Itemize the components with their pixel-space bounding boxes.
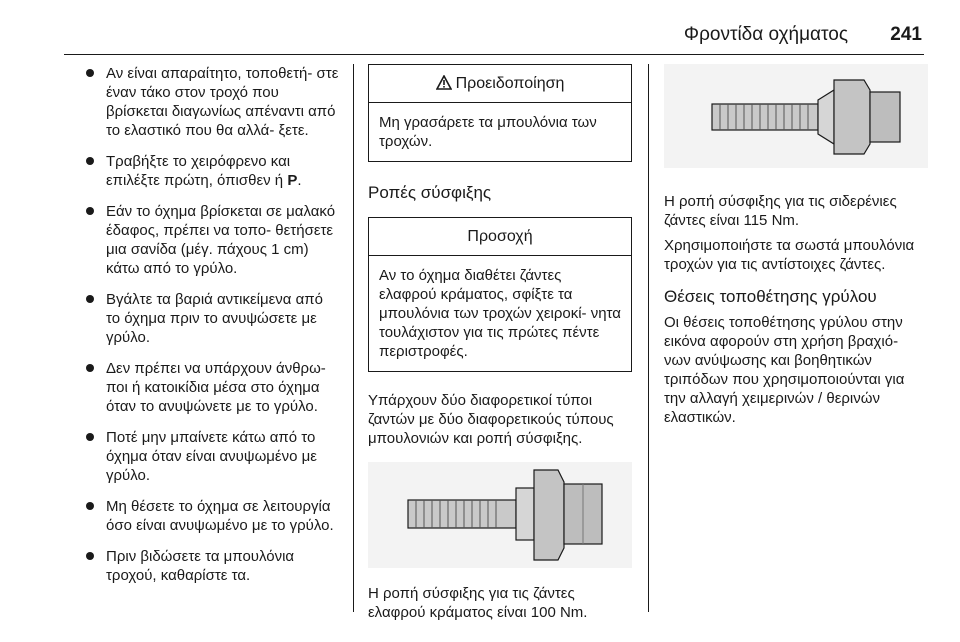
column-1 <box>82 64 340 597</box>
caution-body: Αν το όχημα διαθέτει ζάντες ελαφρού κράματος, σφίξτε τα μπουλόνια των τροχών χειροκί‐ νητα τουλάχιστον για τις πρώτες πέντε περιστροφές. <box>379 267 621 360</box>
bullet-icon <box>86 502 94 510</box>
header-rule <box>64 54 924 55</box>
section-title-jack-positions: Θέσεις τοποθέτησης γρύλου <box>664 287 877 306</box>
list-item: Βγάλτε τα βαριά αντικείμενα από το όχημα πριν το ανυψώσετε με γρύλο. <box>82 290 340 347</box>
list-item: Ποτέ μην μπαίνετε κάτω από το όχημα όταν είναι ανυψωμένο με γρύλο. <box>82 428 340 485</box>
jack-positions-body: Οι θέσεις τοποθέτησης γρύλου στην εικόνα αφορούν στη χρήση βραχιό‐ νων ανύψωσης και βοηθητικών τριπόδων που χρησιμοποιούνται για την αλλαγή χειμερινών / θερινών ελαστικών. <box>664 314 905 426</box>
section-title-torques: Ροπές σύσφιξης <box>368 183 492 202</box>
list-item: Δεν πρέπει να υπάρχουν άνθρω‐ ποι ή κατοικίδια μέσα στο όχημα όταν το ανυψώνετε με το γρύλο. <box>82 359 340 416</box>
caution-box-header: Προσοχή <box>369 218 631 256</box>
warning-body: Μη γρασάρετε τα μπουλόνια των τροχών. <box>379 114 597 150</box>
page-title: Φροντίδα οχήματος <box>683 24 848 45</box>
bullet-icon <box>86 552 94 560</box>
list-item: Εάν το όχημα βρίσκεται σε μαλακό έδαφος, πρέπει να τοπο‐ θετήσετε μια σανίδα (μέγ. πάχους 1 cm) κάτω από το γρύλο. <box>82 202 340 278</box>
warning-title: Προειδοποίηση <box>455 75 565 92</box>
bullet-icon <box>86 207 94 215</box>
list-item: Πριν βιδώσετε τα μπουλόνια τροχού, καθαρίστε τα. <box>82 547 340 585</box>
wheel-types-intro: Υπάρχουν δύο διαφορετικοί τύποι ζαντών με δύο διαφορετικούς τύπους μπουλονιών και ροπή σύσφιξης. <box>368 392 614 447</box>
alloy-wheel-bolt-image <box>368 462 632 568</box>
page-number: 241 <box>890 24 922 45</box>
correct-bolts-note: Χρησιμοποιήστε τα σωστά μπουλόνια τροχών για τις αντίστοιχες ζάντες. <box>664 237 915 273</box>
caution-box <box>368 217 632 372</box>
page-header <box>0 0 960 58</box>
warning-box <box>368 64 632 162</box>
column-divider-1 <box>353 64 354 612</box>
steel-torque-caption: Η ροπή σύσφιξης για τις σιδερένιες ζάντες είναι 115 Nm. <box>664 193 897 229</box>
bullet-icon <box>86 364 94 372</box>
safety-bullet-list <box>82 64 340 585</box>
steel-bolt-illustration <box>664 64 928 168</box>
column-2 <box>368 64 632 622</box>
column-divider-2 <box>648 64 649 612</box>
list-item: Τραβήξτε το χειρόφρενο και επιλέξτε πρώτη, όπισθεν ή P. <box>82 152 340 190</box>
list-item: Αν είναι απαραίτητο, τοποθετή‐ στε έναν τάκο στον τροχό που βρίσκεται διαγωνίως απέναντι από το ελαστικό που θα αλλά‐ ξετε. <box>82 64 340 140</box>
list-item: Μη θέσετε το όχημα σε λειτουργία όσο είναι ανυψωμένο με το γρύλο. <box>82 497 340 535</box>
bullet-icon <box>86 69 94 77</box>
alloy-bolt-illustration <box>368 462 632 568</box>
bullet-icon <box>86 157 94 165</box>
bullet-icon <box>86 295 94 303</box>
bullet-icon <box>86 433 94 441</box>
column-3 <box>664 64 928 427</box>
steel-wheel-bolt-image <box>664 64 928 168</box>
warning-triangle-icon <box>436 75 452 90</box>
alloy-torque-caption: Η ροπή σύσφιξης για τις ζάντες ελαφρού κράματος είναι 100 Nm. <box>368 585 588 621</box>
gear-p-label: P <box>287 172 298 189</box>
warning-box-header <box>369 65 631 103</box>
